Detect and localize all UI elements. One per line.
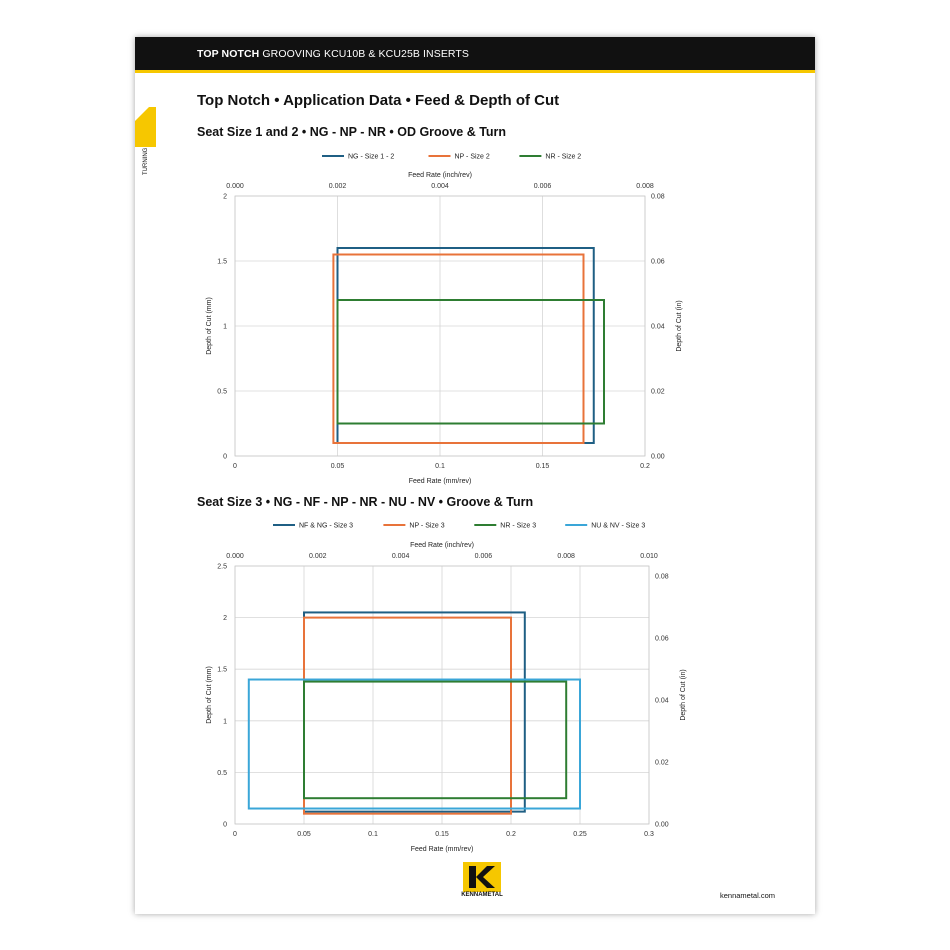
x-tick-label: 0.05 [297, 831, 311, 838]
y2-tick-label: 0.00 [651, 453, 665, 461]
legend-label-1: NG - Size 1 - 2 [348, 153, 395, 161]
y2-tick-label: 0.04 [651, 323, 665, 331]
x2-tick-label: 0.004 [391, 553, 410, 560]
y-tick-label: 2.5 [217, 563, 227, 571]
x2-tick-label: 0.008 [557, 553, 575, 560]
logo-wordmark: KENNAMETAL [461, 892, 503, 898]
x-tick-label: 0.2 [506, 831, 516, 838]
series-window-2 [304, 618, 511, 814]
y2-tick-label: 0.00 [655, 821, 669, 829]
y-tick-label: 0.5 [217, 769, 227, 777]
header-brand: TOP NOTCH [197, 48, 260, 60]
x2-axis-title: Feed Rate (inch/rev) [408, 172, 472, 179]
x-tick-label: 0.15 [535, 463, 550, 470]
x-tick-label: 0.1 [368, 831, 378, 838]
x2-tick-label: 0.002 [309, 553, 327, 560]
y2-tick-label: 0.02 [655, 759, 669, 767]
chart-seat-size-3 [135, 511, 815, 861]
x-tick-label: 0.1 [435, 463, 445, 470]
x-tick-label: 0.15 [435, 831, 449, 838]
x-tick-label: 0.25 [573, 831, 587, 838]
legend-label-3: NR - Size 3 [500, 522, 537, 530]
legend-label-4: NU & NV - Size 3 [591, 522, 646, 530]
x2-axis-title: Feed Rate (inch/rev) [410, 542, 474, 549]
side-tab-label: TURNING [143, 147, 149, 175]
x-tick-label: 0 [233, 463, 237, 470]
x-tick-label: 0.2 [640, 463, 650, 470]
side-tab-notch [135, 107, 149, 121]
y2-tick-label: 0.08 [655, 573, 669, 581]
header-title [197, 48, 469, 60]
chart-seat-size-1-2 [135, 141, 815, 501]
y2-tick-label: 0.04 [655, 697, 669, 705]
y2-axis-title: Depth of Cut (in) [676, 300, 683, 352]
y-tick-label: 2 [223, 615, 227, 623]
y-tick-label: 0 [223, 453, 227, 461]
series-window-2 [333, 255, 583, 444]
x-tick-label: 0 [233, 831, 237, 838]
x2-tick-label: 0.000 [226, 183, 244, 190]
header-subtitle: GROOVING KCU10B & KCU25B INSERTS [262, 48, 470, 60]
y2-tick-label: 0.06 [651, 258, 665, 266]
series-window-4 [249, 680, 580, 809]
y2-tick-label: 0.02 [651, 388, 665, 396]
y-tick-label: 1.5 [217, 666, 227, 674]
series-window-3 [338, 300, 605, 424]
y-tick-label: 0.5 [217, 388, 227, 396]
y-tick-label: 1.5 [217, 258, 227, 266]
y-axis-title: Depth of Cut (mm) [206, 297, 213, 355]
datasheet-page [135, 37, 815, 914]
y-tick-label: 2 [223, 193, 227, 201]
legend-label-2: NP - Size 2 [454, 153, 490, 161]
legend-label-1: NF & NG - Size 3 [299, 522, 354, 530]
x2-tick-label: 0.000 [226, 553, 244, 560]
y2-tick-label: 0.06 [655, 635, 669, 643]
x2-tick-label: 0.006 [533, 183, 552, 190]
y-tick-label: 0 [223, 821, 227, 829]
x2-tick-label: 0.010 [640, 553, 658, 560]
series-window-1 [304, 612, 525, 811]
x2-tick-label: 0.002 [328, 183, 347, 190]
y-axis-title: Depth of Cut (mm) [206, 666, 213, 724]
x-tick-label: 0.3 [644, 831, 654, 838]
x-tick-label: 0.05 [330, 463, 345, 470]
x-axis-title: Feed Rate (mm/rev) [410, 846, 474, 853]
y-tick-label: 1 [223, 323, 227, 331]
section-1-title: Seat Size 1 and 2 • NG - NP - NR • OD Groove & Turn [197, 125, 507, 139]
section-2-title: Seat Size 3 • NG - NF - NP - NR - NU - NV • Groove & Turn [197, 495, 534, 509]
series-window-1 [338, 248, 594, 443]
website-url: kennametal.com [720, 891, 776, 900]
y2-axis-title: Depth of Cut (in) [680, 669, 687, 721]
x-axis-title: Feed Rate (mm/rev) [408, 478, 472, 485]
y-tick-label: 1 [223, 718, 227, 726]
legend-label-3: NR - Size 2 [545, 153, 582, 161]
x2-tick-label: 0.008 [636, 183, 654, 190]
legend-label-2: NP - Size 3 [409, 522, 445, 530]
header-bar [135, 37, 815, 73]
page-title: Top Notch • Application Data • Feed & Depth of Cut [197, 92, 560, 109]
series-window-3 [304, 682, 566, 799]
x2-tick-label: 0.004 [431, 183, 449, 190]
x2-tick-label: 0.006 [474, 553, 493, 560]
y2-tick-label: 0.08 [651, 193, 665, 201]
